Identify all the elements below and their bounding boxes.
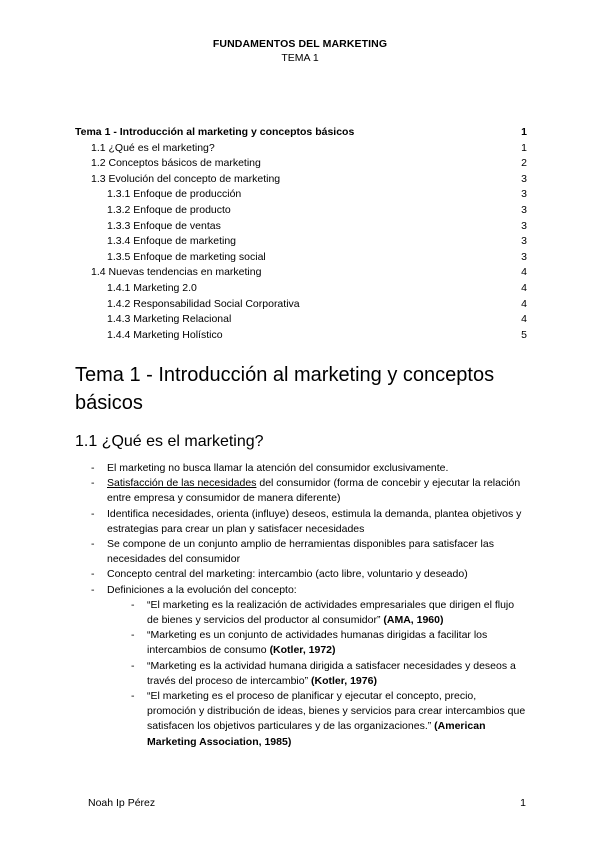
toc-entry-text: Tema 1 - Introducción al marketing y conceptos básicos bbox=[75, 126, 355, 138]
document-header bbox=[0, 37, 600, 65]
toc-entry-text: 1.3.4 Enfoque de marketing bbox=[107, 235, 237, 248]
list-item bbox=[75, 461, 527, 476]
definition-item bbox=[75, 659, 527, 689]
list-item bbox=[75, 537, 527, 567]
definition-source: (Kotler, 1972) bbox=[269, 644, 336, 657]
document-subtitle: TEMA 1 bbox=[281, 52, 319, 64]
toc-entry[interactable] bbox=[75, 234, 527, 250]
list-item-text: Identifica necesidades, orienta (influye) deseos, estimula la demanda, plantea objetivos y estrategias para crear un plan y satisfacer necesidades bbox=[107, 507, 522, 535]
toc-entry[interactable] bbox=[75, 219, 527, 235]
definition-source: (AMA, 1960) bbox=[383, 614, 444, 627]
bullet-dash: - bbox=[131, 690, 135, 703]
toc-entry[interactable] bbox=[75, 172, 527, 188]
toc-entry-page: 3 bbox=[521, 203, 527, 216]
list-item bbox=[75, 583, 527, 598]
toc-entry-text: 1.2 Conceptos básicos de marketing bbox=[91, 157, 261, 170]
list-item-text: del consumidor (forma de concebir y ejecutar la relación entre empresa y consumidor de manera diferente) bbox=[107, 477, 521, 505]
toc-entry-text: 1.4.3 Marketing Relacional bbox=[107, 313, 232, 326]
toc-entry-page: 4 bbox=[521, 297, 527, 310]
toc-entry-text: 1.4.1 Marketing 2.0 bbox=[107, 281, 197, 294]
definition-quote: “El marketing es la realización de actividades empresariales que dirigen el flujo de bienes y servicios del productor al consumidor” bbox=[147, 598, 515, 627]
toc-entry-text: 1.4.2 Responsabilidad Social Corporativa bbox=[107, 297, 300, 310]
toc-entry-text: 1.4.4 Marketing Holístico bbox=[107, 328, 223, 341]
toc-entry-text: 1.3.5 Enfoque de marketing social bbox=[107, 250, 266, 263]
page-footer bbox=[88, 797, 526, 809]
toc-entry-text: 1.3.3 Enfoque de ventas bbox=[107, 219, 221, 232]
definition-item bbox=[75, 689, 527, 750]
bullet-dash: - bbox=[91, 568, 95, 581]
toc-entry-page: 3 bbox=[521, 219, 527, 232]
definition-item bbox=[75, 628, 527, 658]
list-item bbox=[75, 476, 527, 506]
bullet-dash: - bbox=[91, 538, 95, 551]
list-item-text: Concepto central del marketing: intercambio (acto libre, voluntario y deseado) bbox=[107, 568, 468, 581]
toc-entry[interactable] bbox=[75, 312, 527, 328]
definition-item bbox=[75, 598, 527, 628]
bullet-dash: - bbox=[131, 659, 135, 672]
toc-entry-page: 3 bbox=[521, 172, 527, 185]
toc-entry-text: 1.4 Nuevas tendencias en marketing bbox=[91, 266, 262, 279]
toc-entry-text: 1.3.1 Enfoque de producción bbox=[107, 188, 242, 201]
table-of-contents bbox=[75, 125, 527, 343]
definition-source: (Kotler, 1976) bbox=[311, 674, 377, 687]
list-item-text: El marketing no busca llamar la atención del consumidor exclusivamente. bbox=[107, 462, 449, 474]
toc-entry-page: 5 bbox=[521, 328, 527, 341]
footer-author: Noah Ip Pérez bbox=[88, 797, 156, 809]
toc-entry-page: 4 bbox=[521, 266, 527, 279]
toc-entry[interactable] bbox=[75, 125, 527, 141]
toc-entry-page: 3 bbox=[521, 188, 527, 201]
list-item-text: Definiciones a la evolución del concepto: bbox=[107, 583, 297, 596]
document-title: FUNDAMENTOS DEL MARKETING bbox=[212, 38, 388, 50]
toc-entry-text: 1.3 Evolución del concepto de marketing bbox=[91, 172, 281, 185]
definition-quote: “Marketing es la actividad humana dirigida a satisfacer necesidades y deseos a través del proceso de intercambio” bbox=[147, 659, 516, 687]
toc-entry[interactable] bbox=[75, 203, 527, 219]
toc-entry[interactable] bbox=[75, 265, 527, 281]
bullet-dash: - bbox=[91, 583, 95, 596]
bullet-list bbox=[75, 461, 527, 750]
toc-entry-text: 1.3.2 Enfoque de producto bbox=[107, 203, 231, 216]
toc-entry[interactable] bbox=[75, 156, 527, 172]
bullet-dash: - bbox=[91, 507, 95, 520]
underlined-term: Satisfacción de las necesidades bbox=[107, 477, 257, 490]
toc-entry[interactable] bbox=[75, 250, 527, 266]
toc-entry[interactable] bbox=[75, 187, 527, 203]
toc-entry-page: 4 bbox=[521, 281, 527, 294]
toc-entry[interactable] bbox=[75, 281, 527, 297]
list-item bbox=[75, 507, 527, 537]
list-item bbox=[75, 567, 527, 582]
bullet-dash: - bbox=[91, 462, 95, 474]
toc-entry-page: 4 bbox=[521, 313, 527, 326]
section-heading: 1.1 ¿Qué es el marketing? bbox=[75, 433, 264, 450]
bullet-dash: - bbox=[91, 477, 95, 490]
bullet-dash: - bbox=[131, 629, 135, 642]
toc-entry-page: 1 bbox=[521, 126, 527, 138]
toc-entry[interactable] bbox=[75, 141, 527, 157]
chapter-heading: Tema 1 - Introducción al marketing y conceptos básicos bbox=[75, 364, 495, 414]
definition-source: (American Marketing Association, 1985) bbox=[147, 720, 486, 748]
toc-entry-page: 3 bbox=[521, 250, 527, 263]
definition-quote: “El marketing es el proceso de planificar y ejecutar el concepto, precio, promoción y distribución de ideas, bienes y servicios para crear intercambios que satisfacen los objetivos particulares y de las organizaciones.” bbox=[147, 690, 526, 733]
toc-entry-text: 1.1 ¿Qué es el marketing? bbox=[91, 141, 215, 154]
toc-entry[interactable] bbox=[75, 328, 527, 344]
definition-quote: “Marketing es un conjunto de actividades humanas dirigidas a facilitar los intercambios de consumo bbox=[147, 629, 488, 657]
footer-page-number: 1 bbox=[520, 797, 526, 809]
bullet-dash: - bbox=[131, 598, 135, 611]
list-item-text: Se compone de un conjunto amplio de herramientas disponibles para satisfacer las necesidades del consumidor bbox=[107, 538, 494, 566]
toc-entry[interactable] bbox=[75, 297, 527, 313]
toc-entry-page: 3 bbox=[521, 235, 527, 248]
toc-entry-page: 1 bbox=[521, 141, 527, 154]
toc-entry-page: 2 bbox=[521, 157, 527, 170]
